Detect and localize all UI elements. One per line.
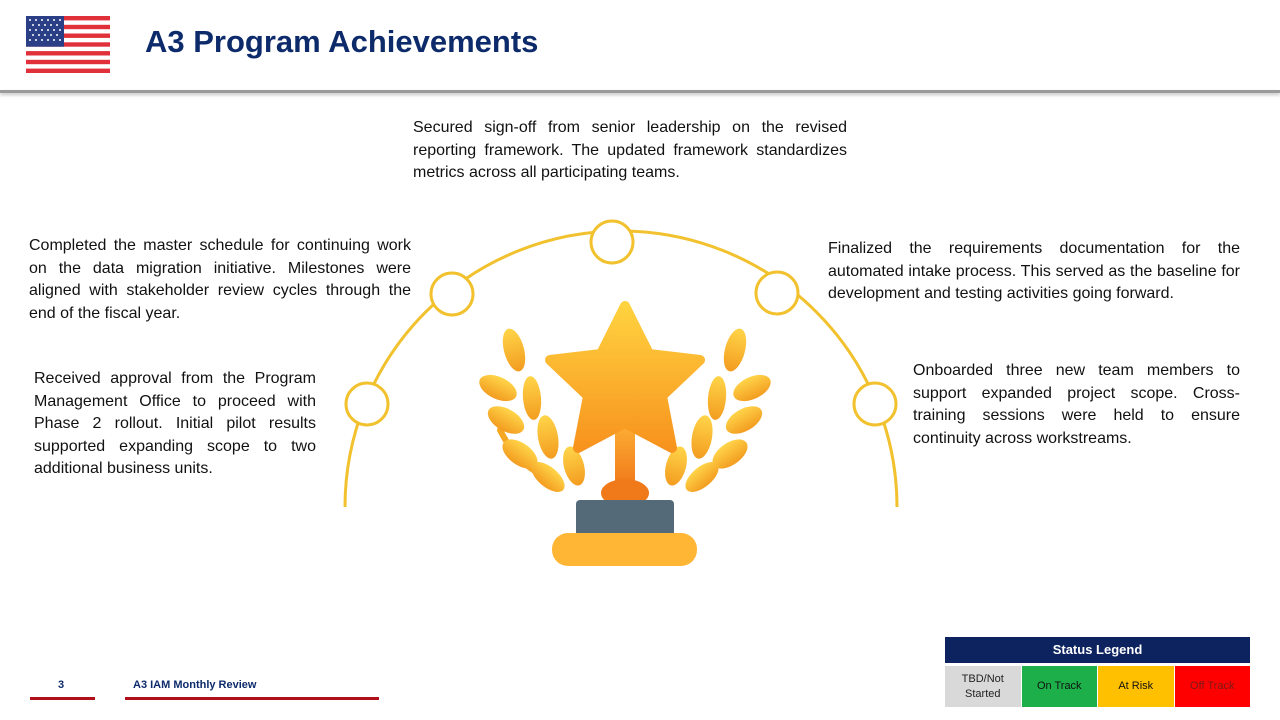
footer-divider-right xyxy=(125,697,379,700)
footer-doc-title: A3 IAM Monthly Review xyxy=(133,679,257,691)
achievement-right-lower-text: Onboarded three new team members to support expanded project scope. Cross-training sessions were held to ensure continuity across workstreams. xyxy=(913,362,1240,447)
footer-divider-left xyxy=(30,697,95,700)
legend-off-track: Off Track xyxy=(1175,666,1251,707)
us-flag-icon xyxy=(26,16,110,73)
arc-node-left-upper xyxy=(431,273,473,315)
arc-node-top xyxy=(591,221,633,263)
achievement-right-upper-text: Finalized the requirements documentation for the automated intake process. This served as the baseline for development and testing activities going forward. xyxy=(828,240,1240,302)
arc-node-left-lower xyxy=(346,383,388,425)
achievement-top-text: Secured sign-off from senior leadership on the revised reporting framework. The updated framework standardizes metrics across all participating teams. xyxy=(413,119,847,181)
status-legend-row xyxy=(945,666,1250,707)
page-number: 3 xyxy=(58,679,65,691)
achievement-left-lower-text: Received approval from the Program Management Office to proceed with Phase 2 rollout. Initial pilot results supported expanding scope to two additional business units. xyxy=(34,370,316,477)
timeline-arc xyxy=(345,231,897,507)
status-legend xyxy=(945,637,1250,707)
trophy-star-laurel-icon xyxy=(475,306,775,566)
legend-at-risk: At Risk xyxy=(1098,666,1174,707)
arc-node-right-lower xyxy=(854,383,896,425)
legend-on-track: On Track xyxy=(1022,666,1098,707)
arc-node-right-upper xyxy=(756,272,798,314)
achievement-left-upper-text: Completed the master schedule for continuing work on the data migration initiative. Milestones were aligned with stakeholder review cycles through the end of the fiscal year. xyxy=(29,237,411,322)
status-legend-title: Status Legend xyxy=(945,637,1250,663)
header-divider xyxy=(0,90,1280,93)
slide-header xyxy=(0,0,1280,90)
legend-tbd: TBD/Not Started xyxy=(945,666,1021,707)
page-title: A3 Program Achievements xyxy=(145,24,539,59)
